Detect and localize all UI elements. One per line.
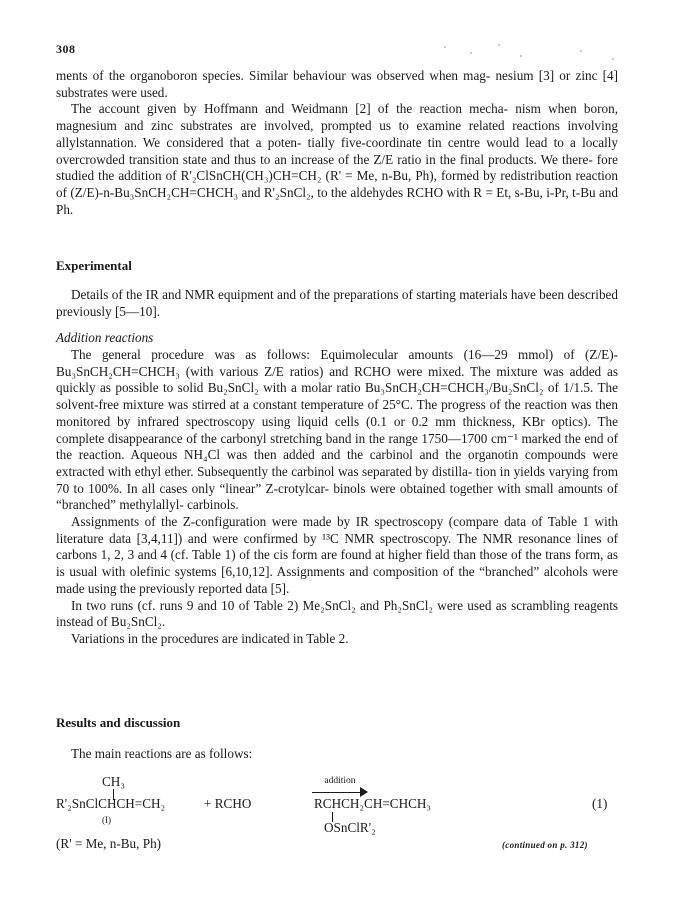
paragraph-scrambling: In two runs (cf. runs 9 and 10 of Table 2) Me₂SnCl₂ and Ph₂SnCl₂ were used as scrambling reagents instead of Bu₂SnCl₂.	[56, 597, 618, 630]
substituent-definition: (R' = Me, n-Bu, Ph)	[56, 836, 162, 851]
arrow-line	[312, 792, 362, 793]
paragraph-experimental: Details of the IR and NMR equipment and of the preparations of starting materials have been described previously [5—10].	[56, 287, 618, 319]
paragraph-main-reactions: The main reactions are as follows:	[71, 746, 253, 761]
methyl-substituent: CH₃	[102, 774, 125, 789]
paragraph-account: The account given by Hoffmann and Weidmann [2] of the reaction mecha- nism when boron, magnesium and zinc substrates are involved, prompted us to examine related reactions involving allylstannation. We considered that a poten- tially five-coordinate tin centre would lead to a locally overcrowded transition state and thus to an increase of the Z/E ratio in the final products. We there- fore studied the addition of R'₂ClSnCH(CH₃)CH=CH₂ (R' = Me, n-Bu, Ph), formed by redistribution reaction of (Z/E)-n-Bu₃SnCH₂CH=CHCH₃ and R'₂SnCl₂, to the aldehydes RCHO with R = Et, s-Bu, i-Pr, t-Bu and Ph.	[56, 101, 618, 217]
section-heading-experimental: Experimental	[56, 258, 132, 273]
continuation-note: (continued on p. 312)	[502, 840, 588, 850]
page-number: 308	[56, 42, 76, 56]
equation-number: (1)	[592, 796, 608, 811]
scan-speck	[498, 44, 500, 46]
reaction-scheme	[56, 774, 618, 854]
scan-speck	[444, 46, 446, 48]
subheading-addition-reactions: Addition reactions	[56, 330, 154, 345]
paragraph-procedure: The general procedure was as follows: Equimolecular amounts (16—29 mmol) of (Z/E)-Bu₃SnCH₂CH=CHCH₃ (with various Z/E ratios) and RCHO were mixed. The mixture was added as quickly as possible to solid Bu₂SnCl₂ with a molar ratio Bu₃SnCH₂CH=CHCH₃/Bu₂SnCl₂ of 1/1.5. The solvent-free mixture was stirred at a constant temperature of 25°C. The progress of the reaction was then monitored by infrared spectroscopy using liquid cells (0.1 or 0.2 mm thickness, KBr optics). The complete disappearance of the carbonyl stretching band in the range 1750—1700 cm⁻¹ marked the end of the reaction. Aqueous NH₄Cl was then added and the carbinol and the organotin compounds were extracted with ethyl ether. Subsequently the carbinol was separated by distilla- tion in yields varying from 70 to 100%. In all cases only “linear” Z-crotylcar- binols were obtained together with small amounts of “branched” methylallyl- carbinols.	[56, 347, 618, 513]
results-section	[56, 746, 618, 763]
compound-label: (I)	[102, 815, 111, 825]
section-heading-results: Results and discussion	[56, 715, 181, 730]
paragraph-continuation: ments of the organoboron species. Similar behaviour was observed when mag- nesium [3] or zinc [4] substrates were used.	[56, 68, 618, 100]
body-column	[56, 68, 618, 218]
scan-speck	[520, 55, 522, 57]
product-substituent: OSnClR'₂	[324, 820, 376, 835]
scan-speck	[612, 58, 614, 60]
paragraph-assignments: Assignments of the Z-configuration were made by IR spectroscopy (compare data of Table 1 with literature data [3,4,11]) and were confirmed by ¹³C NMR spectroscopy. The NMR resonance lines of carbons 1, 2, 3 and 4 (cf. Table 1) of the cis form are found at higher field than those of the trans form, as is usual with olefinic systems [6,10,12]. Assignments and composition of the “branched” alcohols were made using the previously reported data [5].	[56, 514, 618, 596]
addition-reactions-section	[56, 347, 618, 648]
scan-speck	[470, 52, 472, 54]
experimental-section	[56, 287, 618, 320]
product-formula: RCHCH₂CH=CHCH₃	[314, 796, 432, 811]
aldehyde-term: + RCHO	[204, 796, 252, 811]
paragraph-variations: Variations in the procedures are indicated in Table 2.	[71, 630, 349, 646]
reactant-formula: R'₂SnClCHCH=CH₂	[56, 796, 166, 811]
scan-speck	[580, 50, 582, 52]
arrow-label: addition	[324, 776, 356, 786]
